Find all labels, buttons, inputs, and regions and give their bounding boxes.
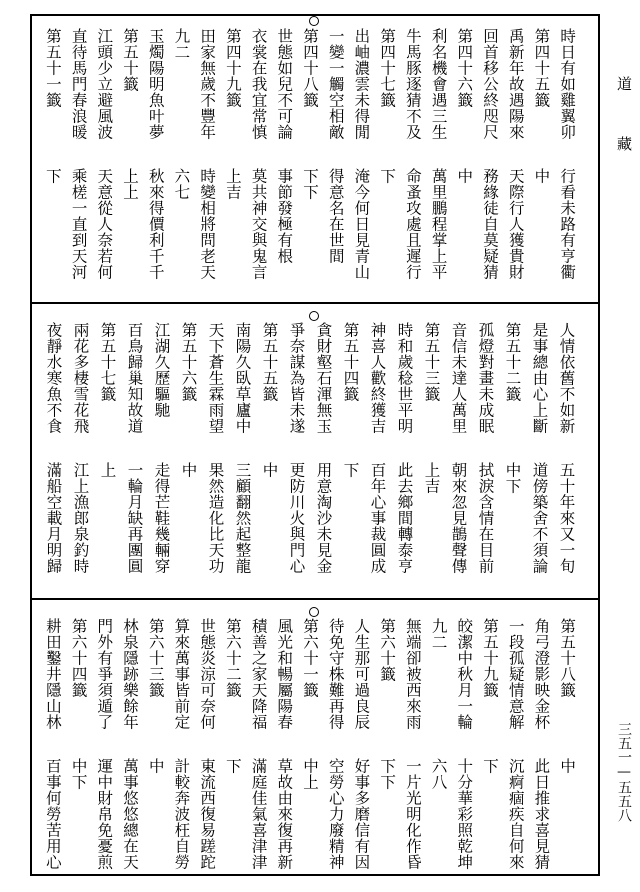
verse-line-upper: 第五十二籤 (503, 322, 522, 402)
verse-line-upper: 積善之家天降福 (249, 618, 268, 730)
volume-label: 藏 (615, 136, 633, 151)
verse-line-lower: 此去鄉間轉泰亨 (395, 462, 414, 574)
verse-line-upper: 時和歲稔世平明 (395, 322, 414, 434)
verse-line-lower: 天意從人奈若何 (95, 168, 114, 280)
verse-line-upper: 第四十五籤 (532, 28, 551, 108)
verse-line-upper: 無端卻被西來雨 (403, 618, 422, 730)
verse-line-upper: 待免守株難再得 (326, 618, 345, 730)
verse-line-upper: 角弓澄影映金杯 (532, 618, 551, 730)
verse-line-upper: 南陽久臥草廬中 (233, 322, 252, 434)
verse-line-upper: 時日有如雞翼卯 (558, 28, 577, 140)
verse-line-upper: 九二 (172, 28, 191, 60)
verse-line-upper: 第六十一籤 (301, 618, 319, 698)
verse-line-lower: 下 (378, 168, 397, 184)
verse-line-lower: 果然造化比天功 (206, 462, 225, 574)
verse-line-upper: 第五十三籤 (422, 322, 441, 402)
verse-line-upper: 第五十八籤 (558, 618, 577, 698)
verse-line-lower: 百年心事裁圓成 (368, 462, 387, 574)
verse-line-lower: 三顧翻然起整龍 (233, 462, 252, 574)
verse-line-upper: 耕田鑿井隱山林 (43, 618, 62, 730)
verse-line-upper: 皎潔中秋月一輪 (455, 618, 474, 730)
verse-line-lower: 行看未路有亨衢 (558, 168, 577, 280)
verse-line-lower: 命蚤攻處且遲行 (403, 168, 422, 280)
verse-line-upper: 利名機會遇三生 (429, 28, 448, 140)
verse-line-lower: 中上 (301, 758, 319, 790)
verse-line-lower: 走得芒鞋幾輛穿 (152, 462, 171, 574)
section-divider (30, 302, 600, 304)
verse-line-upper: 一變一觸空相敵 (326, 28, 345, 140)
verse-line-lower: 下下 (378, 758, 397, 790)
verse-line-lower: 好事多磨信有因 (352, 758, 371, 870)
verse-line-lower: 沉痾痼疾自何來 (506, 758, 525, 870)
section-marker-circle (309, 16, 319, 26)
verse-line-upper: 世態如兒不可論 (275, 28, 294, 140)
verse-line-upper: 百鳥歸巢知故道 (125, 322, 144, 434)
verse-line-upper: 是事總由心上斷 (530, 322, 549, 434)
verse-line-lower: 下 (341, 462, 360, 478)
verse-line-lower: 下 (481, 758, 499, 774)
verse-line-upper: 九二 (429, 618, 448, 650)
page-frame (30, 14, 600, 876)
verse-line-upper: 神喜人歡終獲吉 (368, 322, 387, 434)
verse-line-lower: 中下 (69, 758, 88, 790)
verse-line-upper: 禹新年故遇陽來 (506, 28, 525, 140)
verse-line-lower: 道傍築舍不須論 (530, 462, 549, 574)
verse-line-lower: 下 (223, 758, 242, 774)
verse-line-lower: 莫共神交與鬼言 (249, 168, 268, 280)
verse-line-upper: 第四十七籤 (378, 28, 397, 108)
verse-line-lower: 天際行人獲貴財 (506, 168, 525, 280)
verse-line-lower: 事節發極有根 (275, 168, 294, 264)
verse-line-lower: 上 (98, 462, 117, 478)
verse-line-lower: 時變相將問老天 (198, 168, 217, 280)
verse-line-lower: 中 (179, 462, 198, 478)
verse-line-upper: 林泉隱跡樂餘年 (121, 618, 139, 730)
verse-line-upper: 第四十六籤 (455, 28, 474, 108)
verse-line-lower: 一輪月缺再團圓 (125, 462, 144, 574)
verse-line-lower: 草故由來復再新 (275, 758, 294, 870)
page-number: 三五一—五五八 (616, 722, 632, 822)
verse-line-lower: 務緣徒自莫疑猜 (481, 168, 499, 280)
verse-line-lower: 更防川火與門心 (287, 462, 306, 574)
verse-line-lower: 下 (43, 168, 62, 184)
verse-line-upper: 貪財壑石渾無玉 (314, 322, 333, 434)
verse-line-upper: 田家無歲不豐年 (198, 28, 217, 140)
verse-line-upper: 夜靜水寒魚不食 (44, 322, 63, 434)
verse-line-upper: 第六十二籤 (223, 618, 242, 698)
verse-line-upper: 第四十八籤 (301, 28, 319, 108)
verse-line-upper: 兩花多棲雪花飛 (71, 322, 90, 434)
verse-line-upper: 風光和暢屬陽春 (275, 618, 294, 730)
verse-line-upper: 回首移公終咫尺 (481, 28, 499, 140)
verse-line-upper: 人情依舊不如新 (557, 322, 576, 434)
verse-line-lower: 滿船空載月明歸 (44, 462, 63, 574)
verse-line-upper: 第五十九籤 (481, 618, 499, 698)
verse-line-lower: 乘槎一直到天河 (69, 168, 88, 280)
section-divider (30, 598, 600, 600)
verse-line-upper: 第四十九籤 (223, 28, 242, 108)
verse-line-lower: 滿庭佳氣喜津津 (249, 758, 268, 870)
verse-line-lower: 百事何勞苦用心 (43, 758, 62, 870)
verse-line-lower: 中 (558, 758, 577, 774)
verse-line-upper: 第五十六籤 (179, 322, 198, 402)
verse-line-lower: 中 (260, 462, 279, 478)
verse-line-upper: 孤燈對畫未成眠 (476, 322, 495, 434)
verse-line-lower: 萬事悠悠總在天 (121, 758, 139, 870)
verse-line-upper: 江頭少立避風波 (95, 28, 114, 140)
verse-line-upper: 直待馬門春浪暖 (69, 28, 88, 140)
verse-line-upper: 人生那可過良辰 (352, 618, 371, 730)
verse-line-lower: 六八 (429, 758, 448, 790)
verse-line-lower: 萬里鵬程掌上平 (429, 168, 448, 280)
verse-line-lower: 一片光明化作昏 (403, 758, 422, 870)
verse-line-lower: 此日推求喜見猜 (532, 758, 551, 870)
verse-line-lower: 朝來忽見鵲聲傳 (449, 462, 468, 574)
verse-line-lower: 五十年來又一旬 (557, 462, 576, 574)
verse-line-upper: 爭奈謀為皆未遂 (287, 322, 306, 434)
verse-line-upper: 玉燭陽明魚叶夢 (146, 28, 165, 140)
verse-line-lower: 上上 (121, 168, 139, 200)
verse-line-lower: 得意名在世間 (326, 168, 345, 264)
verse-line-upper: 第六十籤 (378, 618, 397, 682)
verse-line-lower: 中 (532, 168, 551, 184)
verse-line-upper: 第五十一籤 (43, 28, 62, 108)
verse-line-lower: 計較奔波枉自勞 (172, 758, 191, 870)
section-marker-circle (309, 607, 319, 617)
verse-line-upper: 牛馬豚逐猜不及 (403, 28, 422, 140)
verse-line-upper: 一段孤疑情意解 (506, 618, 525, 730)
verse-line-lower: 中 (146, 758, 165, 774)
section-marker-circle (309, 311, 319, 321)
verse-line-lower: 中 (455, 168, 474, 184)
verse-line-lower: 空勞心力廢精神 (326, 758, 345, 870)
verse-line-lower: 運中財帛免憂煎 (95, 758, 114, 870)
verse-line-upper: 第五十籤 (121, 28, 139, 92)
verse-line-lower: 上吉 (223, 168, 242, 200)
verse-line-lower: 十分華彩照乾坤 (455, 758, 474, 870)
verse-line-upper: 世態炎涼可奈何 (198, 618, 217, 730)
verse-line-upper: 算來萬事皆前定 (172, 618, 191, 730)
verse-line-lower: 上吉 (422, 462, 441, 494)
verse-line-lower: 江上漁郎泉釣時 (71, 462, 90, 574)
verse-line-lower: 中下 (503, 462, 522, 494)
verse-line-upper: 門外有爭須遁了 (95, 618, 114, 730)
header-mark: 道 (615, 76, 633, 91)
verse-line-lower: 用意淘沙未見金 (314, 462, 333, 574)
verse-line-upper: 出岫濃雲未得閒 (352, 28, 371, 140)
verse-line-upper: 衣裳在我宜常慎 (249, 28, 268, 140)
verse-line-upper: 第五十四籤 (341, 322, 360, 402)
verse-line-upper: 江湖久歷驅馳 (152, 322, 171, 418)
verse-line-upper: 第六十四籤 (69, 618, 88, 698)
verse-line-lower: 東流西復易蹉跎 (198, 758, 217, 870)
verse-line-upper: 第六十三籤 (146, 618, 165, 698)
verse-line-lower: 淹今何日見青山 (352, 168, 371, 280)
verse-line-lower: 下下 (301, 168, 319, 200)
verse-line-lower: 拭淚含情在目前 (476, 462, 495, 574)
verse-line-lower: 秋來得價利千千 (146, 168, 165, 280)
verse-line-upper: 第五十七籤 (98, 322, 117, 402)
verse-line-lower: 六七 (172, 168, 191, 200)
verse-line-upper: 天下蒼生霖雨望 (206, 322, 225, 434)
verse-line-upper: 第五十五籤 (260, 322, 279, 402)
verse-line-upper: 音信未達人萬里 (449, 322, 468, 434)
